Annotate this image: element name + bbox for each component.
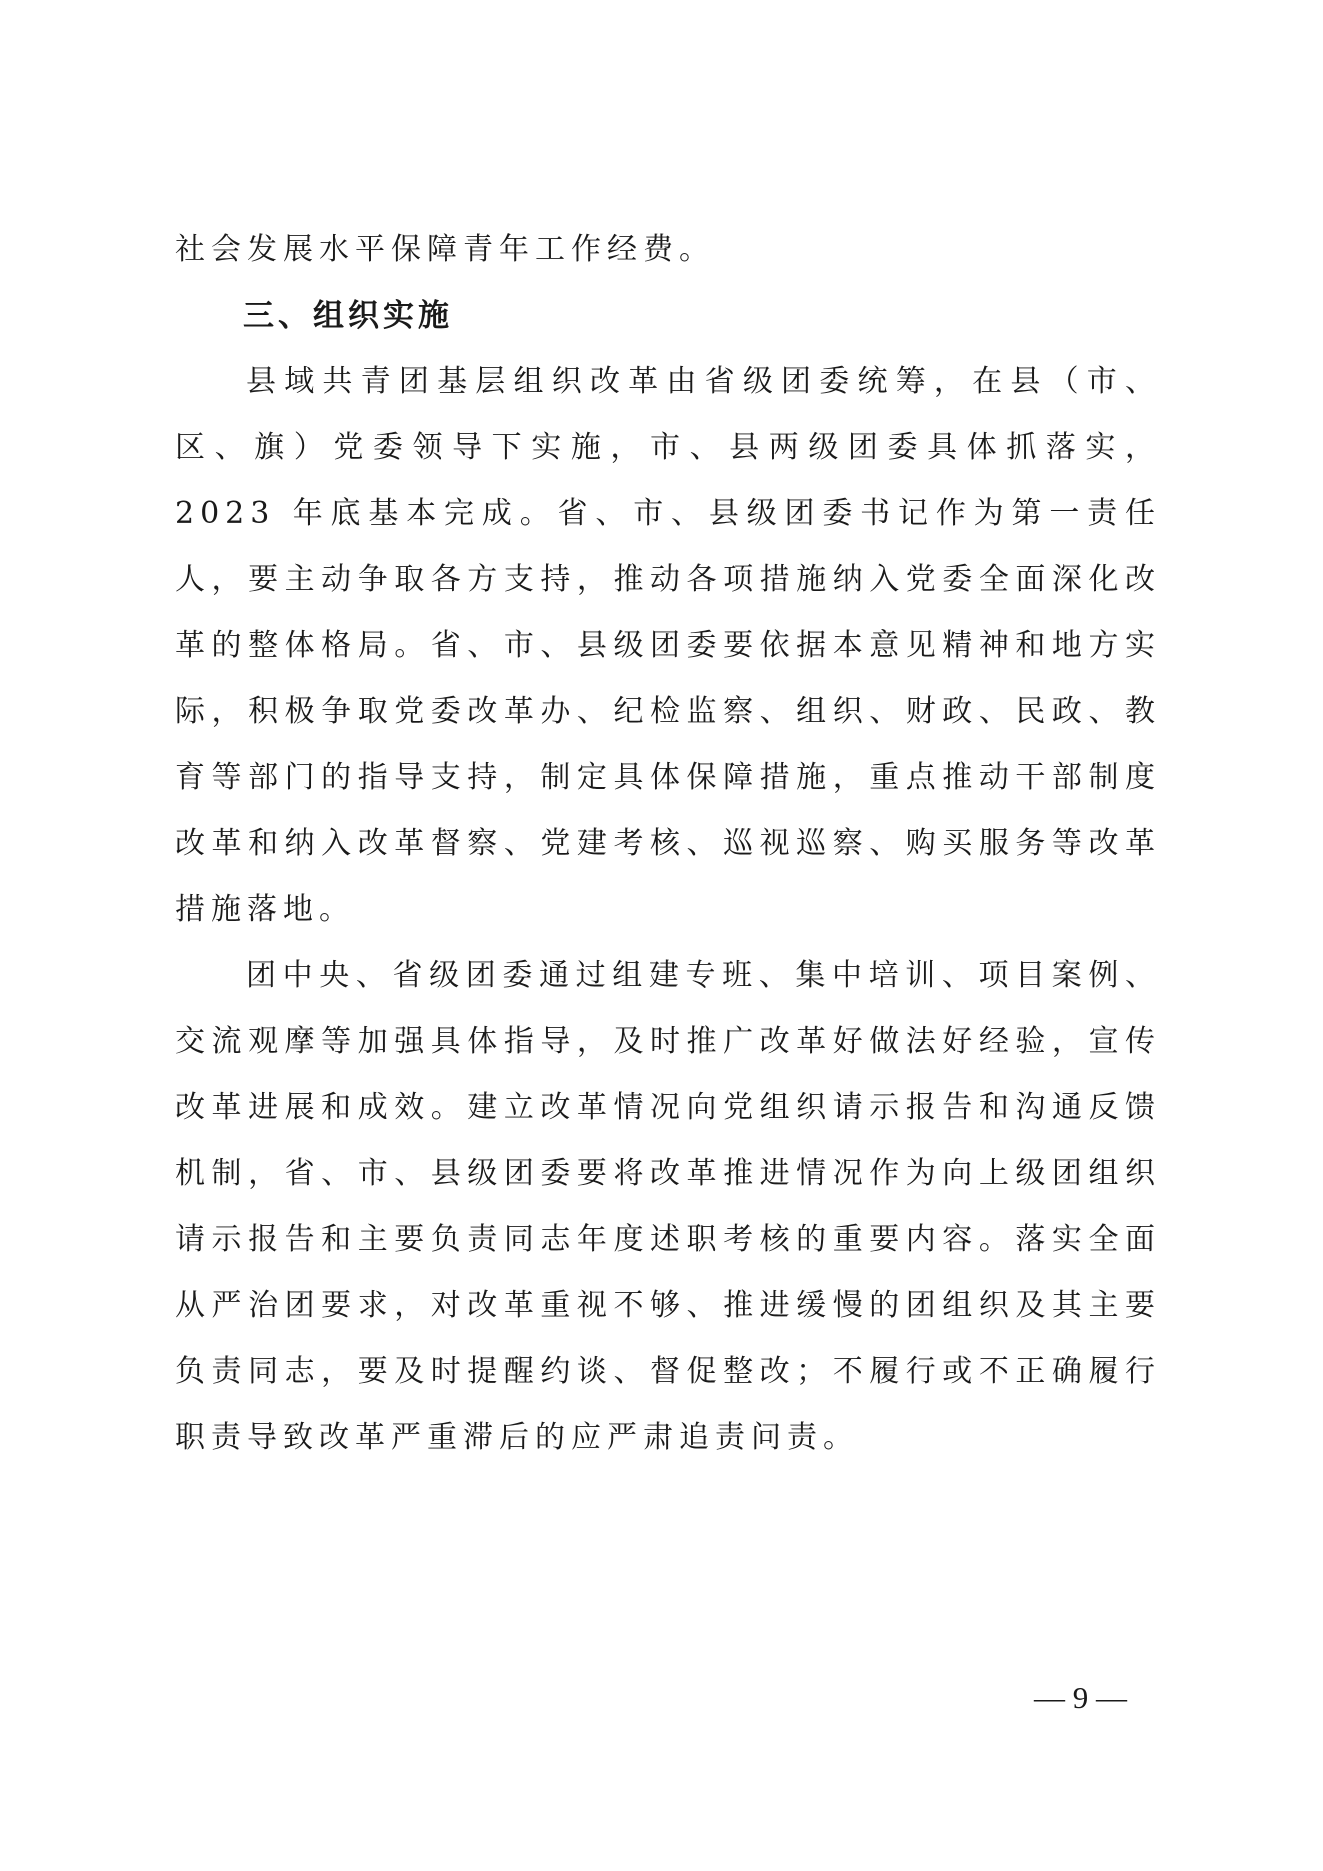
section-heading: 三、组织实施: [243, 298, 453, 334]
paragraph-continuation: 社会发展水平保障青年工作经费。: [175, 232, 715, 267]
paragraph-guidance: 团中央、省级团委通过组建专班、集中培训、项目案例、交流观摩等加强具体指导，及时推广改革好做法好经验，宣传改革进展和成效。建立改革情况向党组织请示报告和沟通反馈机制，省、市、县级团委要将改革推进情况作为向上级团组织请示报告和主要负责同志年度述职考核的重要内容。落实全面从严治团要求，对改革重视不够、推进缓慢的团组织及其主要负责同志，要及时提醒约谈、督促整改；不履行或不正确履行职责导致改革严重滞后的应严肃追责问责。: [175, 958, 1161, 1455]
page-number: — 9 —: [1034, 1680, 1127, 1715]
document-body: [175, 217, 1161, 1471]
paragraph-implementation: 县域共青团基层组织改革由省级团委统筹，在县（市、区、旗）党委领导下实施，市、县两级团委具体抓落实，2023 年底基本完成。省、市、县级团委书记作为第一责任人，要主动争取各方支持，推动各项措施纳入党委全面深化改革的整体格局。省、市、县级团委要依据本意见精神和地方实际，积极争取党委改革办、纪检监察、组织、财政、民政、教育等部门的指导支持，制定具体保障措施，重点推动干部制度改革和纳入改革督察、党建考核、巡视巡察、购买服务等改革措施落地。: [175, 364, 1161, 927]
